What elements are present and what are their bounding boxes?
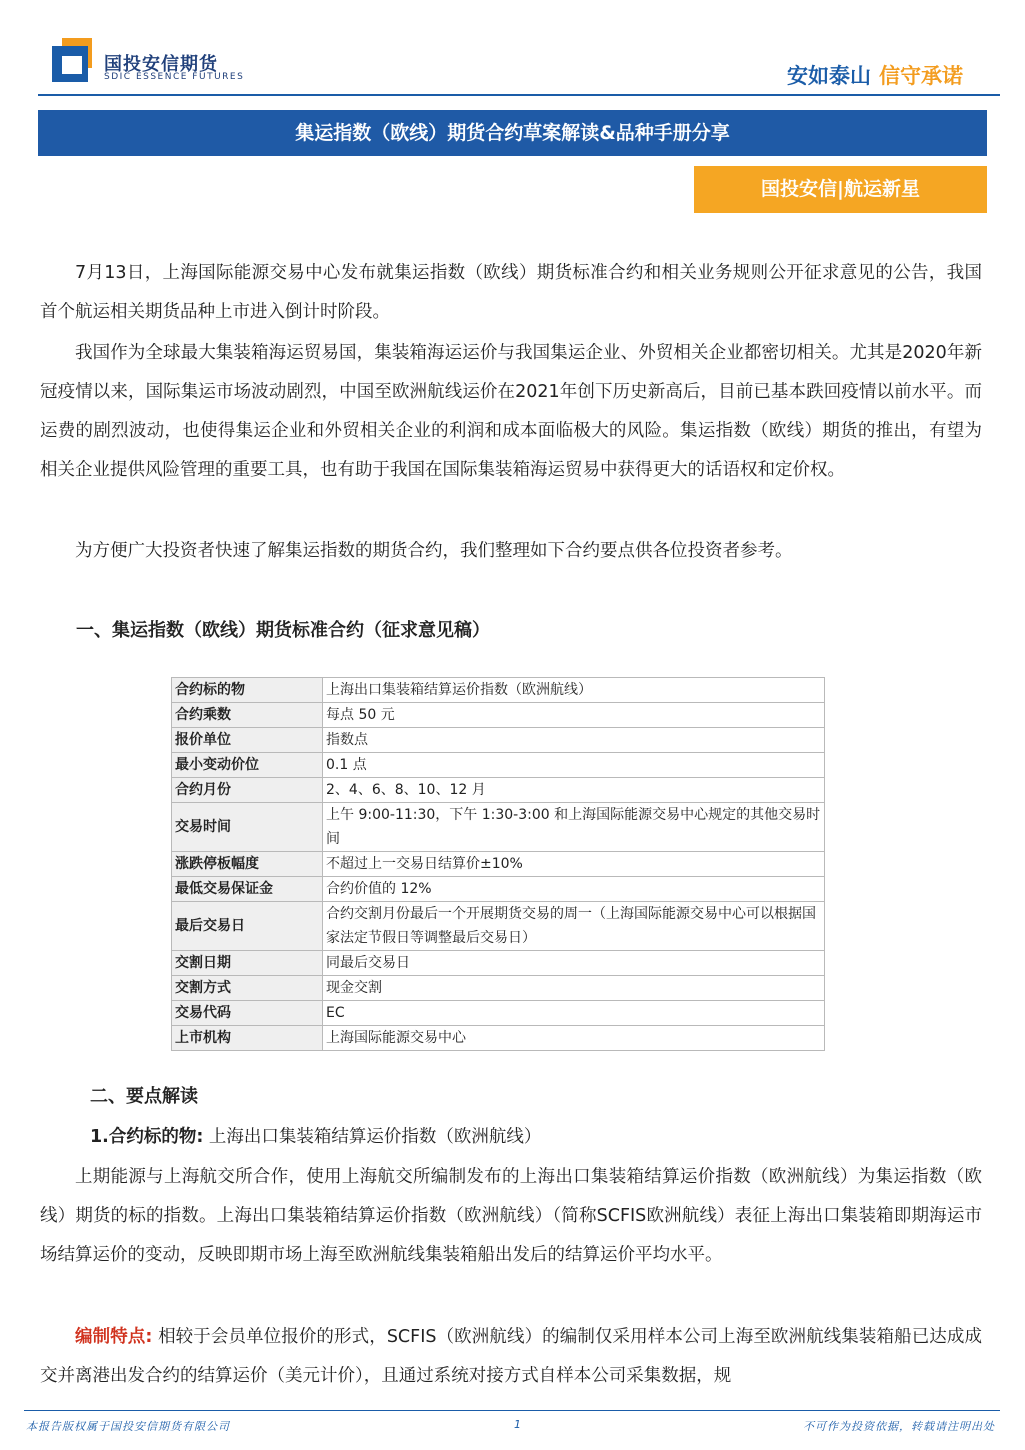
table-key: 合约标的物 (172, 678, 323, 703)
table-key: 最小变动价位 (172, 753, 323, 778)
point-1-value: 上海出口集装箱结算运价指数（欧洲航线） (208, 1127, 542, 1147)
table-row (172, 778, 825, 803)
point-1-label: 1.合约标的物: (90, 1127, 204, 1147)
table-key: 上市机构 (172, 1026, 323, 1051)
section-1-heading: 一、集运指数（欧线）期货标准合约（征求意见稿） (76, 620, 490, 641)
table-row (172, 1026, 825, 1051)
table-key: 最低交易保证金 (172, 877, 323, 902)
table-key: 合约月份 (172, 778, 323, 803)
footer-divider (24, 1410, 1000, 1411)
feature-text: 相较于会员单位报价的形式，SCFIS（欧洲航线）的编制仅采用样本公司上海至欧洲航线集装箱船已达成成交并离港出发合约的结算运价（美元计价），且通过系统对接方式自样本公司采集数据，规 (40, 1327, 982, 1386)
intro-paragraph-3: 为方便广大投资者快速了解集运指数的期货合约，我们整理如下合约要点供各位投资者参考。 (75, 541, 793, 561)
slogan-part1: 安如泰山 (787, 64, 871, 88)
contract-spec-table (171, 677, 825, 1051)
brand-name-en: SDIC ESSENCE FUTURES (104, 72, 245, 82)
table-key: 涨跌停板幅度 (172, 852, 323, 877)
document-title: 集运指数（欧线）期货合约草案解读&品种手册分享 (38, 110, 987, 156)
table-row (172, 728, 825, 753)
column-tag: 国投安信|航运新星 (694, 166, 987, 213)
footer-copyright: 本报告版权属于国投安信期货有限公司 (26, 1420, 230, 1433)
table-key: 交易时间 (172, 803, 323, 852)
company-logo (52, 38, 96, 82)
feature-label: 编制特点: (75, 1327, 153, 1347)
table-key: 最后交易日 (172, 902, 323, 951)
table-key: 交易代码 (172, 1001, 323, 1026)
slogan (787, 60, 963, 90)
table-key: 交割方式 (172, 976, 323, 1001)
table-value: 合约交割月份最后一个开展期货交易的周一（上海国际能源交易中心可以根据国家法定节假日等调整最后交易日） (323, 902, 825, 951)
intro-paragraph-1: 7月13日，上海国际能源交易中心发布就集运指数（欧线）期货标准合约和相关业务规则公开征求意见的公告，我国首个航运相关期货品种上市进入倒计时阶段。 (40, 263, 982, 322)
table-value: 指数点 (323, 728, 825, 753)
table-row (172, 803, 825, 852)
slogan-part2: 信守承诺 (879, 64, 963, 88)
table-value: 同最后交易日 (323, 951, 825, 976)
table-value: 每点 50 元 (323, 703, 825, 728)
table-row (172, 852, 825, 877)
table-value: 上海出口集装箱结算运价指数（欧洲航线） (323, 678, 825, 703)
point-1-heading (90, 1123, 541, 1148)
table-row (172, 877, 825, 902)
table-row (172, 951, 825, 976)
table-value: 0.1 点 (323, 753, 825, 778)
feature-paragraph (40, 1318, 982, 1396)
table-key: 报价单位 (172, 728, 323, 753)
header-divider (38, 94, 1000, 96)
table-value: 上午 9:00-11:30，下午 1:30-3:00 和上海国际能源交易中心规定的其他交易时间 (323, 803, 825, 852)
table-key: 交割日期 (172, 951, 323, 976)
footer-disclaimer: 不可作为投资依据，转载请注明出处 (803, 1420, 995, 1433)
page-number: 1 (514, 1418, 522, 1431)
table-row (172, 703, 825, 728)
table-key: 合约乘数 (172, 703, 323, 728)
table-row (172, 678, 825, 703)
table-row (172, 976, 825, 1001)
table-value: EC (323, 1001, 825, 1026)
table-value: 合约价值的 12% (323, 877, 825, 902)
intro-paragraph-2: 我国作为全球最大集装箱海运贸易国，集装箱海运运价与我国集运企业、外贸相关企业都密切相关。尤其是2020年新冠疫情以来，国际集运市场波动剧烈，中国至欧洲航线运价在2021年创下历史新高后，目前已基本跌回疫情以前水平。而运费的剧烈波动，也使得集运企业和外贸相关企业的利润和成本面临极大的风险。集运指数（欧线）期货的推出，有望为相关企业提供风险管理的重要工具，也有助于我国在国际集装箱海运贸易中获得更大的话语权和定价权。 (40, 343, 982, 480)
table-value: 现金交割 (323, 976, 825, 1001)
table-value: 上海国际能源交易中心 (323, 1026, 825, 1051)
brand-name-cn: 国投安信期货 (104, 54, 218, 75)
table-value: 2、4、6、8、10、12 月 (323, 778, 825, 803)
table-row (172, 753, 825, 778)
section-2-heading: 二、要点解读 (90, 1086, 198, 1107)
table-value: 不超过上一交易日结算价±10% (323, 852, 825, 877)
table-row (172, 902, 825, 951)
table-row (172, 1001, 825, 1026)
point-1-paragraph: 上期能源与上海航交所合作，使用上海航交所编制发布的上海出口集装箱结算运价指数（欧洲航线）为集运指数（欧线）期货的标的指数。上海出口集装箱结算运价指数（欧洲航线）（简称SCFIS欧洲航线）表征上海出口集装箱即期海运市场结算运价的变动，反映即期市场上海至欧洲航线集装箱船出发后的结算运价平均水平。 (40, 1167, 982, 1265)
